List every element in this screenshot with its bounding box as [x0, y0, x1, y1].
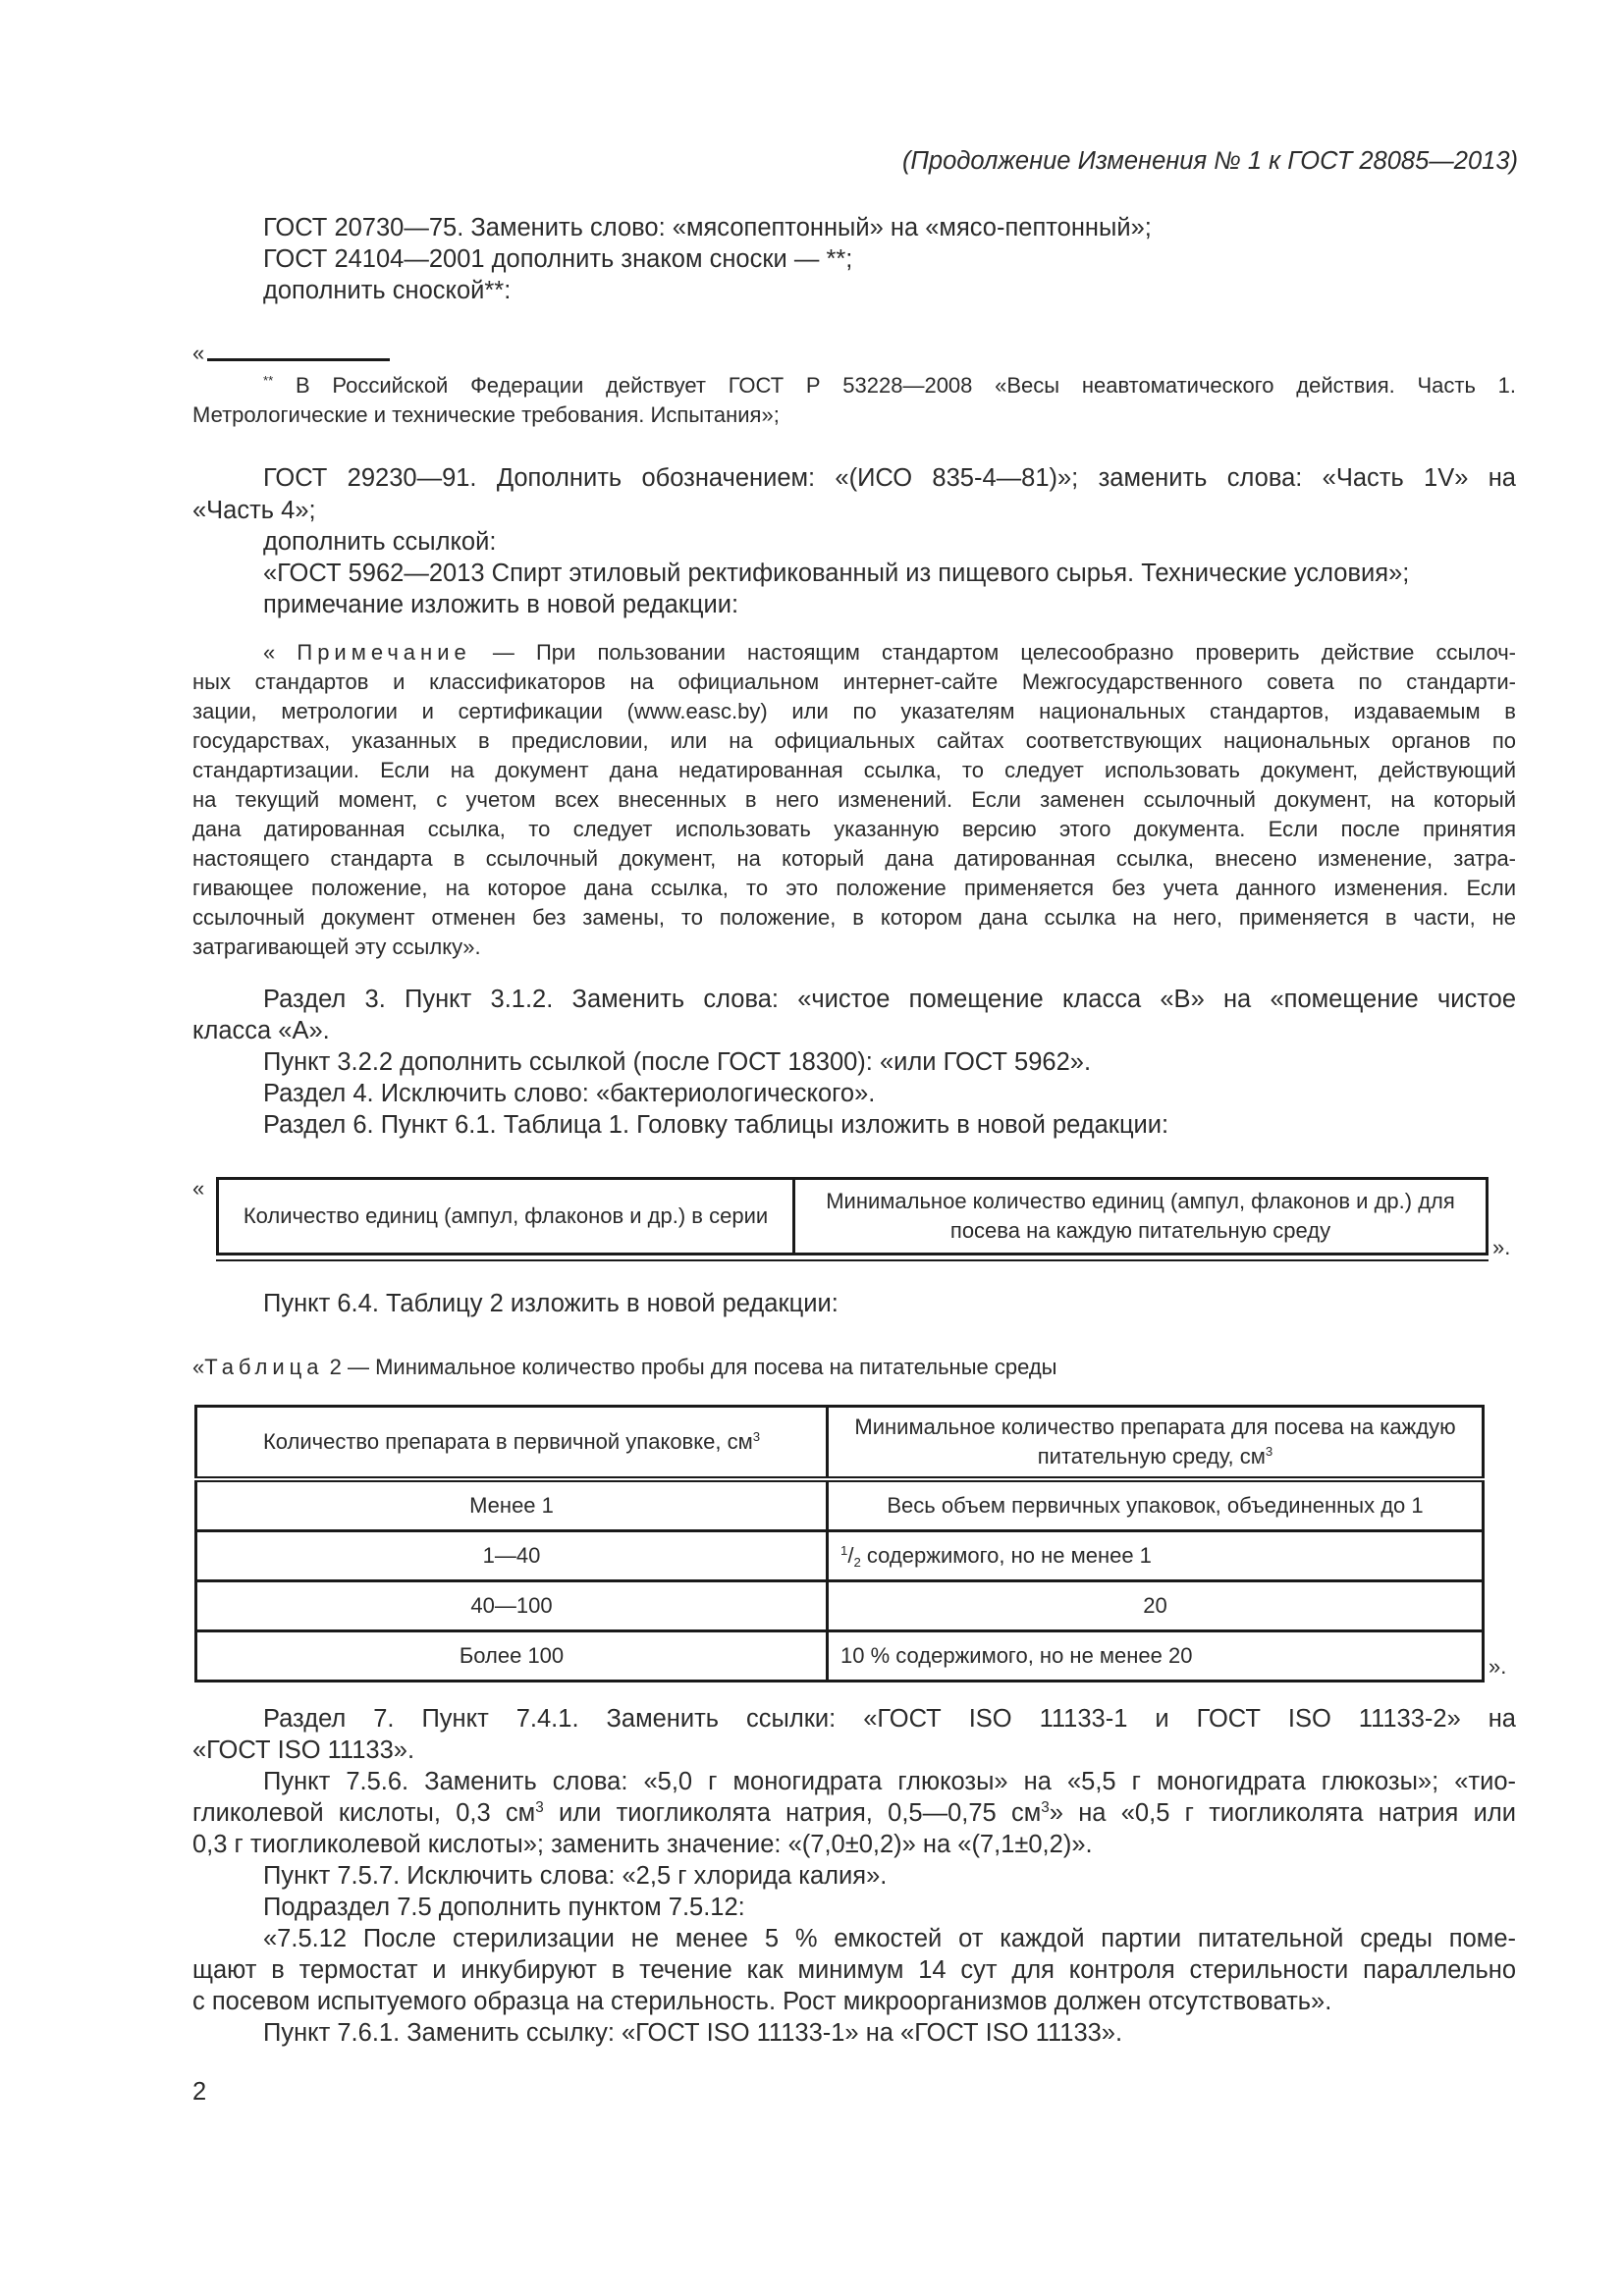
table2-cell: 10 % содержимого, но не менее 20: [828, 1631, 1484, 1682]
amendment-section-7-5-6: Пункт 7.5.6. Заменить слова: «5,0 г моногидрата глюкозы» на «5,5 г моногидрата глюкозы»; «тио-: [263, 1768, 1516, 1795]
table2-header-col2: Минимальное количество препарата для посева на каждую питательную среду, $см^3$: [828, 1407, 1484, 1480]
amendment-section-3-1-2-cont: класса «А».: [192, 1017, 330, 1044]
footnote-rule: [207, 358, 390, 361]
table2-cell: Весь объем первичных упаковок, объединенных до 1: [828, 1479, 1484, 1531]
table1-close-quote: ».: [1492, 1235, 1511, 1259]
table-row: [196, 1479, 1484, 1531]
note-line-4: стандартизации. Если на документ дана недатированная ссылка, то следует использовать документ, действующий: [192, 758, 1516, 782]
table1-header-col1: Количество единиц (ампул, флаконов и др.) в серии: [218, 1179, 794, 1255]
note-line-7: настоящего стандарта в ссылочный документ, на который дана датированная ссылка, внесено изменение, затра-: [192, 846, 1516, 871]
amendment-add-footnote: дополнить сноской**:: [263, 277, 512, 304]
table2-close-quote: ».: [1489, 1654, 1507, 1679]
amendment-section-4: Раздел 4. Исключить слово: «бактериологического».: [263, 1080, 876, 1107]
reference-gost-5962: «ГОСТ 5962—2013 Спирт этиловый ректификованный из пищевого сырья. Технические условия»;: [263, 560, 1410, 587]
amendment-section-7-4-1: Раздел 7. Пункт 7.4.1. Заменить ссылки: «ГОСТ ISO 11133-1 и ГОСТ ISO 11133-2» на: [263, 1705, 1516, 1733]
clause-7-5-12-line-2: щают в термостат и инкубируют в течение как минимум 14 сут для контроля стерильности параллельно: [192, 1956, 1516, 1984]
amendment-gost-29230: ГОСТ 29230—91. Дополнить обозначением: «(ИСО 835-4—81)»; заменить слова: «Часть 1V» на: [263, 464, 1516, 492]
page-number: 2: [192, 2078, 207, 2106]
note-line-0: « Примечание — При пользовании настоящим стандартом целесообразно проверить действие ссылоч-: [263, 640, 1516, 665]
note-label: Примечание: [297, 640, 471, 665]
table-row: [196, 1531, 1484, 1581]
footnote-line-1: [263, 371, 1516, 400]
amendment-section-3-1-2: Раздел 3. Пункт 3.1.2. Заменить слова: «чистое помещение класса «В» на «помещение чистое: [263, 986, 1516, 1013]
amendment-section-7-4-1-cont: «ГОСТ ISO 11133».: [192, 1736, 415, 1764]
page-header-continuation: (Продолжение Изменения № 1 к ГОСТ 28085—2013): [901, 147, 1518, 175]
table2-cell: 40—100: [196, 1581, 828, 1631]
amendment-section-7-5-6-cont: гликолевой кислоты, 0,3 $см^3$ или тиогликолята натрия, 0,5—0,75 $см^3$» на «0,5 г тиогликолята натрия или: [192, 1798, 1516, 1827]
table-row: [196, 1581, 1484, 1631]
amendment-gost-20730: ГОСТ 20730—75. Заменить слово: «мясопептонный» на «мясо-пептонный»;: [263, 214, 1152, 241]
amendment-section-7-5-6-end: 0,3 г тиогликолевой кислоты»; заменить значение: «(7,0±0,2)» на «(7,1±0,2)».: [192, 1831, 1093, 1858]
note-line-6: дана датированная ссылка, то следует использовать указанную версию этого документа. Если после принятия: [192, 817, 1516, 841]
table1-open-quote: «: [192, 1176, 205, 1201]
note-line-1: ных стандартов и классификаторов на официальном интернет-сайте Межгосударственного совета по стандарти-: [192, 669, 1516, 694]
table2-cell: 20: [828, 1581, 1484, 1631]
amendment-section-7-5-7: Пункт 7.5.7. Исключить слова: «2,5 г хлорида калия».: [263, 1862, 888, 1890]
table-2: [194, 1405, 1485, 1682]
table-1-header: [216, 1177, 1489, 1255]
table2-cell: $^1/_2$ содержимого, но не менее 1: [828, 1531, 1484, 1581]
amendment-section-7-6-1: Пункт 7.6.1. Заменить ссылку: «ГОСТ ISO 11133-1» на «ГОСТ ISO 11133».: [263, 2019, 1123, 2047]
clause-7-5-12-line-1: «7.5.12 После стерилизации не менее 5 % емкостей от каждой партии питательной среды поме-: [263, 1925, 1516, 1952]
table1-bottom-rule: [216, 1259, 1489, 1261]
note-new-edition: примечание изложить в новой редакции:: [263, 591, 739, 618]
table2-cell: Менее 1: [196, 1479, 828, 1531]
table2-caption: «Таблица 2 — Минимальное количество пробы для посева на питательные среды: [192, 1355, 1057, 1379]
footnote-text-1: В Российской Федерации действует ГОСТ Р 53228—2008 «Весы неавтоматического действия. Часть 1.: [296, 373, 1516, 398]
amendment-add-reference: дополнить ссылкой:: [263, 528, 497, 556]
note-line-10: затрагивающей эту ссылку».: [192, 934, 481, 959]
amendment-gost-29230-cont: «Часть 4»;: [192, 497, 316, 524]
note-line-9: ссылочный документ отменен без замены, то положение, в котором дана ссылка на него, применяется в части, не: [192, 905, 1516, 930]
amendment-section-6-1: Раздел 6. Пункт 6.1. Таблица 1. Головку таблицы изложить в новой редакции:: [263, 1111, 1169, 1139]
amendment-gost-24104: ГОСТ 24104—2001 дополнить знаком сноски — **;: [263, 245, 853, 273]
table2-header-col1: Количество препарата в первичной упаковке, $см^3$: [196, 1407, 828, 1480]
clause-7-5-12-line-3: с посевом испытуемого образца на стерильность. Рост микроорганизмов должен отсутствовать».: [192, 1988, 1332, 2015]
note-line-3: государствах, указанных в предисловии, или на официальных сайтах соответствующих национальных органов по: [192, 728, 1516, 753]
table1-header-col2: Минимальное количество единиц (ампул, флаконов и др.) для посева на каждую питательную среду: [794, 1179, 1488, 1255]
amendment-section-6-4: Пункт 6.4. Таблицу 2 изложить в новой редакции:: [263, 1290, 839, 1317]
table2-cell: Более 100: [196, 1631, 828, 1682]
table2-cell: 1—40: [196, 1531, 828, 1581]
footnote-marker: **: [263, 373, 274, 389]
note-line-5: на текущий момент, с учетом всех внесенных в него изменений. Если заменен ссылочный документ, на который: [192, 787, 1516, 812]
amendment-section-3-2-2: Пункт 3.2.2 дополнить ссылкой (после ГОСТ 18300): «или ГОСТ 5962».: [263, 1048, 1092, 1076]
footnote-line-2: Метрологические и технические требования. Испытания»;: [192, 402, 780, 427]
footnote-open-quote: «: [192, 341, 205, 365]
amendment-subsection-7-5: Подраздел 7.5 дополнить пунктом 7.5.12:: [263, 1894, 745, 1921]
table-row: [196, 1631, 1484, 1682]
note-line-8: гивающее положение, на которое дана ссылка, то это положение применяется без учета данного изменения. Если: [192, 876, 1516, 900]
note-line-2: зации, метрологии и сертификации (www.easc.by) или по указателям национальных стандартов, издаваемым в: [192, 699, 1516, 723]
